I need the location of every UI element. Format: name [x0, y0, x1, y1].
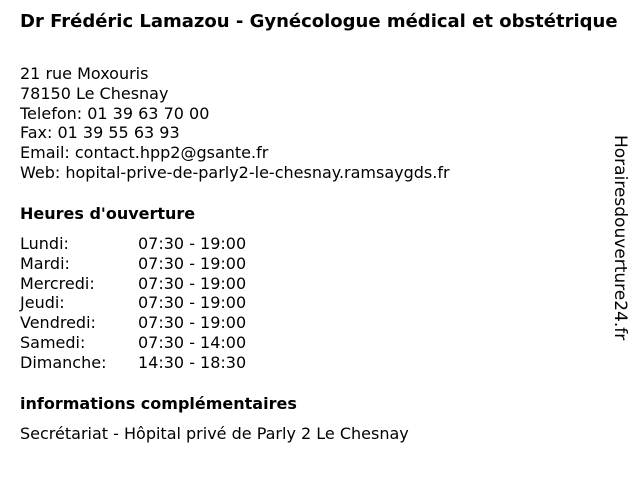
page-title: Dr Frédéric Lamazou - Gynécologue médical et obstétrique — [20, 11, 618, 32]
contact-block — [20, 64, 450, 183]
day-label: Vendredi: — [20, 313, 96, 333]
phone-number[interactable]: Telefon: 01 39 63 70 00 — [20, 103, 210, 123]
time-range: 07:30 - 19:00 — [138, 234, 247, 253]
street-address: 21 rue Moxouris — [20, 64, 149, 83]
opening-hours-heading: Heures d'ouverture — [20, 204, 196, 223]
additional-info-heading: informations complémentaires — [20, 394, 297, 413]
time-range: 07:30 - 19:00 — [138, 293, 247, 313]
time-range: 07:30 - 19:00 — [138, 313, 247, 333]
time-range: 07:30 - 19:00 — [138, 273, 247, 293]
additional-info-text: Secrétariat - Hôpital privé de Parly 2 Le Chesnay — [20, 424, 409, 443]
day-label: Jeudi: — [20, 293, 65, 313]
day-label: Lundi: — [20, 234, 69, 253]
time-range: 07:30 - 14:00 — [138, 332, 247, 352]
day-label: Samedi: — [20, 332, 86, 352]
time-range: 07:30 - 19:00 — [138, 253, 247, 273]
fax-number: Fax: 01 39 55 63 93 — [20, 123, 180, 143]
city-address: 78150 Le Chesnay — [20, 83, 169, 103]
website-link[interactable]: Web: hopital-prive-de-parly2-le-chesnay.ramsaygds.fr — [20, 162, 450, 182]
day-label: Dimanche: — [20, 352, 107, 372]
site-watermark: Horairesdouverture24.fr — [610, 135, 630, 341]
time-range: 14:30 - 18:30 — [138, 352, 247, 372]
day-label: Mardi: — [20, 253, 70, 273]
email-address[interactable]: Email: contact.hpp2@gsante.fr — [20, 143, 269, 163]
day-label: Mercredi: — [20, 273, 95, 293]
